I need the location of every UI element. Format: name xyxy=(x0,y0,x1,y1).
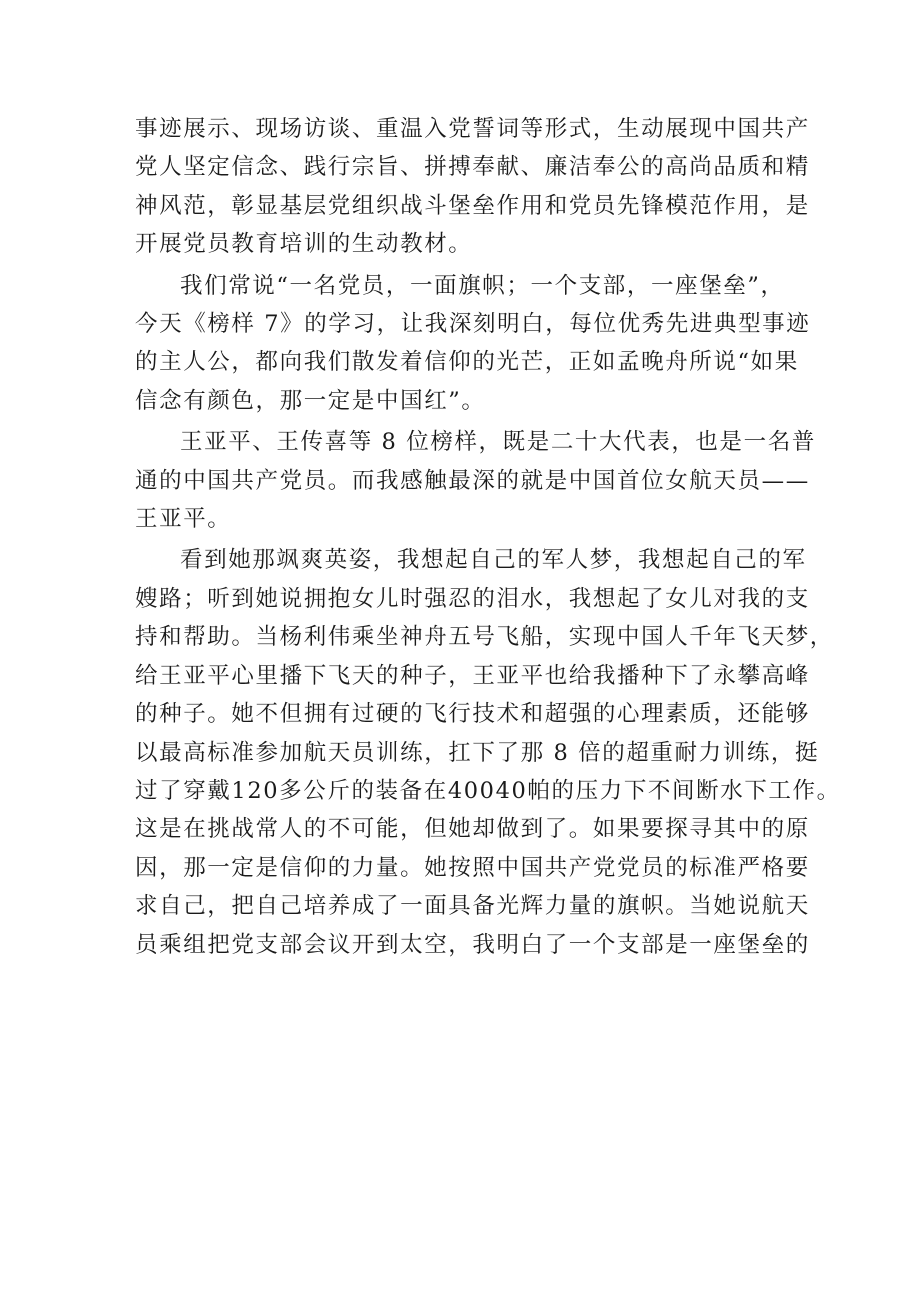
text-line: 党人坚定信念、践行宗旨、拼搏奉献、廉洁奉公的高尚品质和精 xyxy=(135,154,810,181)
text-line: 事迹展示、现场访谈、重温入党誓词等形式，生动展现中国共产 xyxy=(135,116,810,142)
text-line: 的种子。她不但拥有过硬的飞行技术和超强的心理素质，还能够 xyxy=(135,701,810,728)
document-body xyxy=(135,110,841,964)
text-line: 开展党员教育培训的生动教材。 xyxy=(135,231,473,258)
text-line: 的主人公，都向我们散发着信仰的光芒，正如孟晚舟所说“如果 xyxy=(135,349,799,376)
text-line: 嫂路；听到她说拥抱女儿时强忍的泪水，我想起了女儿对我的支 xyxy=(135,585,810,612)
text-line: 王亚平。 xyxy=(135,506,232,533)
paragraph-3 xyxy=(135,423,816,538)
paragraph-1 xyxy=(135,110,810,264)
text-line: 神风范，彰显基层党组织战斗堡垒作用和党员先锋模范作用，是 xyxy=(135,192,810,219)
text-line: 员乘组把党支部会议开到太空，我明白了一个支部是一座堡垒的 xyxy=(135,931,810,958)
text-line: 看到她那飒爽英姿，我想起自己的军人梦，我想起自己的军 xyxy=(180,547,807,574)
text-line: 求自己，把自己培养成了一面具备光辉力量的旗帜。当她说航天 xyxy=(135,893,810,920)
text-line: 给王亚平心里播下飞天的种子，王亚平也给我播种下了永攀高峰 xyxy=(135,662,810,689)
text-line: 这是在挑战常人的不可能，但她却做到了。如果要探寻其中的原 xyxy=(135,816,810,843)
text-line: 通的中国共产党员。而我感触最深的就是中国首位女航天员—— xyxy=(135,467,810,494)
text-line: 因，那一定是信仰的力量。她按照中国共产党党员的标准严格要 xyxy=(135,854,810,881)
text-line: 以最高标准参加航天员训练，扛下了那 8 倍的超重耐力训练，挺 xyxy=(135,739,820,766)
text-line: 过了穿戴120多公斤的装备在40040帕的压力下不间断水下工作。 xyxy=(135,777,841,804)
text-line: 持和帮助。当杨利伟乘坐神舟五号飞船，实现中国人千年飞天梦， xyxy=(135,624,834,651)
text-line: 我们常说“一名党员，一面旗帜；一个支部，一座堡垒”， xyxy=(180,272,785,299)
text-line: 信念有颜色，那一定是中国红”。 xyxy=(135,387,486,414)
paragraph-4 xyxy=(135,541,841,963)
paragraph-2 xyxy=(135,267,811,421)
text-line: 今天《榜样 7》的学习，让我深刻明白，每位优秀先进典型事迹 xyxy=(135,311,811,338)
text-line: 王亚平、王传喜等 8 位榜样，既是二十大代表，也是一名普 xyxy=(180,429,816,456)
